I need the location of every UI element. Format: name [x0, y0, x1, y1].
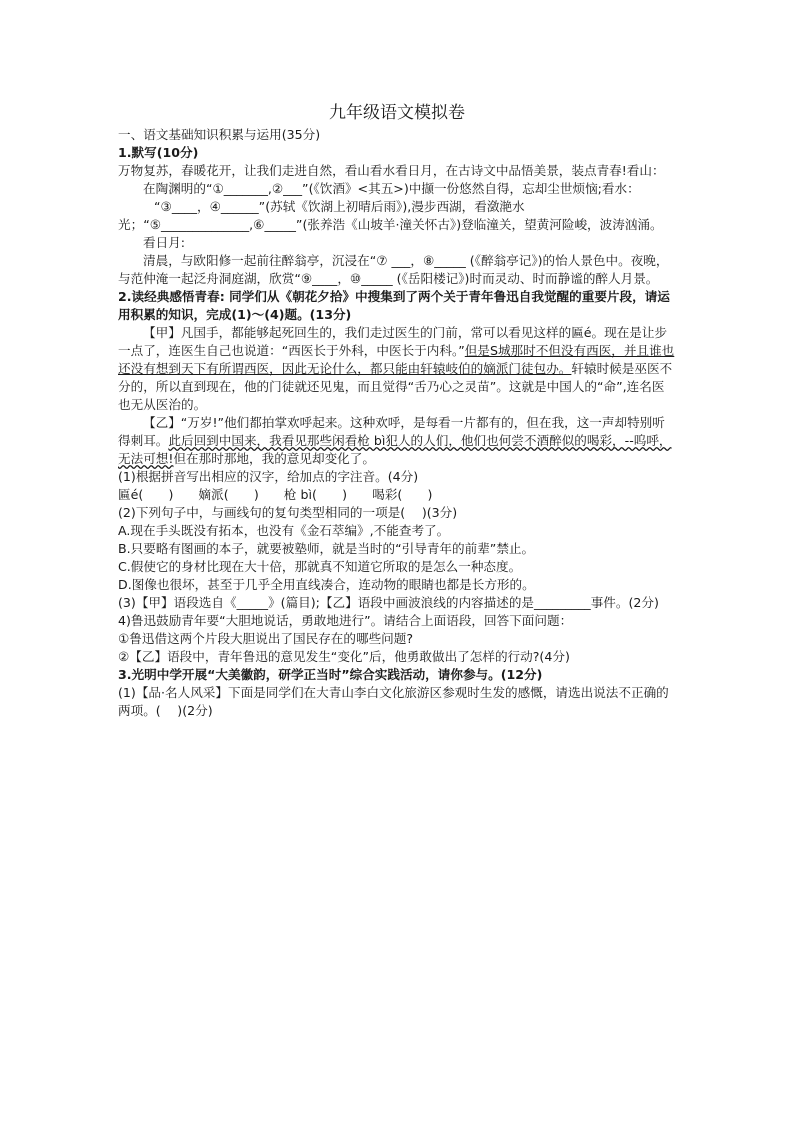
q1-sun-moon-heading: 看日月: — [143, 235, 186, 250]
q2-sub4-2: ②【乙】语段中，青年鲁迅的意见发生“变化”后，他勇敢做出了怎样的行动?(4分) — [118, 649, 570, 664]
passage-jia-text-2: 轩辕时候是巫医不分的，所以直到现在，他的门徒就还见鬼，而且觉得“舌乃心之灵苗”。这就是中国人的“命”,连名医也无从医治的。 — [118, 361, 673, 412]
q2-sub3: (3)【甲】语段选自《_____》(篇目);【乙】语段中画波浪线的内容描述的是_________事件。(2分) — [118, 595, 659, 610]
section-heading: 一、语文基础知识积累与运用(35分) — [118, 127, 321, 142]
q1-water: “③____，④______”(苏轼《饮湖上初晴后雨》),漫步西湖，看潋滟水光；“⑤______________,⑥_____”(张养浩《山坡羊·潼关怀古》)登临潼关，望黄河险峻，波涛汹涌。 — [118, 199, 663, 232]
q3-sub1: (1)【品·名人风采】下面是同学们在大青山李白文化旅游区参观时生发的感慨，请选出说法不正确的两项。( )(2分) — [118, 685, 669, 718]
q2-sub1-items: 匾é( ) 嫡派( ) 枪 bì( ) 喝彩( ) — [118, 487, 433, 502]
passage-jia — [118, 324, 676, 414]
page-title: 九年级语文模拟卷 — [329, 103, 465, 123]
q2-sub1: (1)根据拼音写出相应的汉字，给加点的字注音。(4分) — [118, 469, 419, 484]
passage-jia-text: 【甲】凡国手，都能够起死回生的，我们走过医生的门前，常可以看见这样的匾é。现在是让步一点了，连医生自己也说道：“西医长于外科，中医长于内科。” — [118, 325, 668, 358]
passage-yi — [118, 414, 676, 468]
q2-sub4-1: ①鲁迅借这两个片段大胆说出了国民存在的哪些问题? — [118, 631, 414, 646]
q2-option-c: C.假使它的身材比现在大十倍，那就真不知道它所取的是怎么一种态度。 — [118, 559, 522, 574]
question-2-heading: 2.读经典感悟青春: 同学们从《朝花夕拾》中搜集到了两个关于青年鲁迅自我觉醒的重要片段，请运用积累的知识，完成(1)～(4)题。(13分) — [118, 289, 670, 322]
q2-sub4: 4)鲁迅鼓励青年要“大胆地说话，勇敢地进行”。请结合上面语段，回答下面问题： — [118, 613, 573, 628]
exam-content — [118, 101, 676, 720]
wavy-underlined-text: 此后回到中国来，我看见那些闲看枪 bì犯人的人们，他们也何尝不酒醉似的喝彩，--呜呼，无法可想! — [118, 433, 672, 466]
underlined-sentence: 但是S城那时不但没有西医，并且谁也还没有想到天下有所谓西医，因此无论什么，都只能由轩辕岐伯的嫡派门徒包办。 — [118, 343, 675, 376]
passage-yi-text: 【乙】“万岁!”他们都拍掌欢呼起来。这种欢呼，是每看一片都有的，但在我，这一声却特别听得刺耳。 — [118, 415, 665, 448]
q2-option-a: A.现在手头既没有拓本，也没有《金石萃编》,不能查考了。 — [118, 523, 450, 538]
q2-option-d: D.图像也很坏，甚至于几乎全用直线凑合，连动物的眼睛也都是长方形的。 — [118, 577, 535, 592]
q2-sub2: (2)下列句子中，与画线句的复句类型相同的一项是( )(3分) — [118, 505, 458, 520]
question-1-heading: 1.默写(10分) — [118, 145, 199, 160]
q1-sun-moon: 清晨，与欧阳修一起前往醉翁亭，沉浸在“⑦ ___，⑧_____ (《醉翁亭记》)的怡人景色中。夜晚，与范仲淹一起泛舟洞庭湖，欣赏“⑨____，⑩_____ (《岳阳楼记》)时而灵动、时而静谧的醉人月景。 — [118, 253, 669, 286]
q1-mountain: 在陶渊明的“①_______,②___”(《饮酒》<其五>)中撷一份悠然自得，忘却尘世烦恼;看水： — [143, 181, 640, 196]
question-3-heading: 3.光明中学开展“大美徽韵，研学正当时”综合实践活动，请你参与。(12分) — [118, 667, 543, 682]
q1-intro: 万物复苏，春暖花开，让我们走进自然，看山看水看日月，在古诗文中品悟美景，装点青春!看山： — [118, 163, 665, 178]
q2-option-b: B.只要略有图画的本子，就要被塾师，就是当时的“引导青年的前辈”禁止。 — [118, 541, 535, 556]
passage-yi-text-2: 但在那时那地，我的意见却变化了。 — [173, 451, 375, 466]
